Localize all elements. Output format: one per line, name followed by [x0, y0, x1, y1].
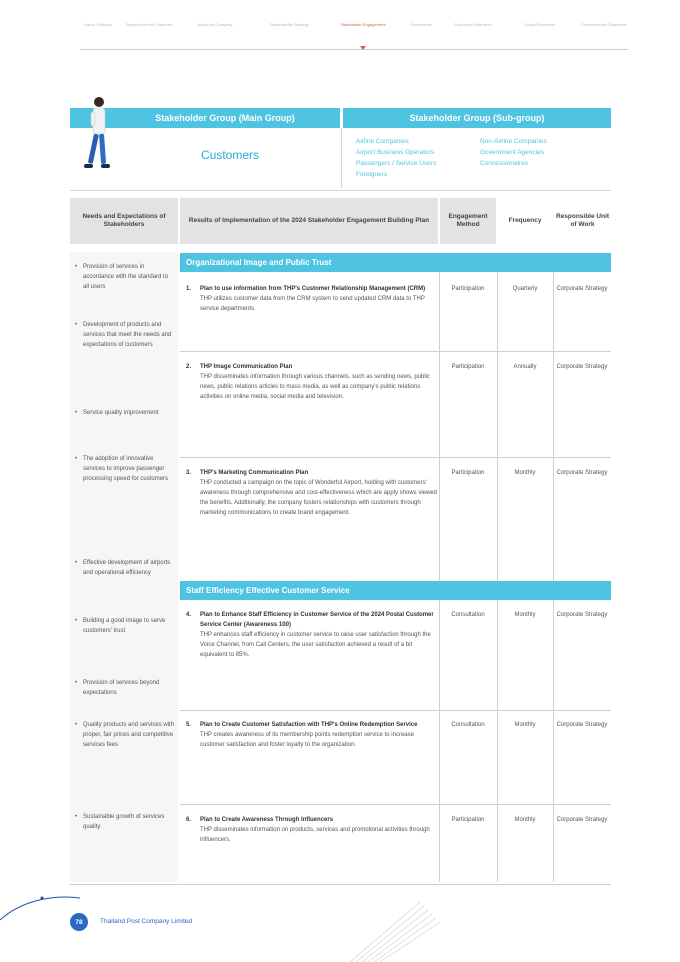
row-divider — [180, 351, 611, 352]
method-cell: Participation — [451, 364, 485, 370]
row-divider — [180, 710, 611, 711]
walking-person-illustration — [80, 94, 116, 184]
nav-divider — [80, 49, 628, 50]
col-header-unit: Responsible Unit of Work — [555, 213, 610, 228]
plan-item: 5. Plan to Create Customer Satisfaction with THP's Online Redemption Service THP creates awareness of its membership points redemption service to increase customer satisfaction and foster loyalty to the organization. — [186, 722, 418, 748]
expectation-item: • Development of products and services that meet the needs and expectations of customers — [75, 322, 172, 348]
active-tab-marker — [360, 46, 366, 50]
subgroup-item: Non-Airline Companies — [480, 138, 547, 145]
subgroup-item: Foreigners — [356, 171, 388, 178]
expectation-item: • Effective development of airports and operational efficiency — [75, 560, 171, 576]
frequency-cell: Monthly — [514, 612, 536, 618]
nav-tab-economic[interactable]: Economic Dimension — [454, 22, 492, 27]
nav-tab-about[interactable]: About the Company — [197, 22, 233, 27]
unit-cell: Corporate Strategy — [556, 470, 608, 476]
column-divider — [553, 272, 554, 882]
company-name: Thailand Post Company Limited — [100, 918, 193, 925]
section-header: Staff Efficiency Effective Customer Service — [180, 581, 611, 600]
col-header-method: Engagement Method — [440, 198, 496, 244]
row-divider — [180, 457, 611, 458]
nav-tab-governance[interactable]: Governance — [410, 22, 432, 27]
expectation-item: • The adoption of innovative services to improve passenger processing speed for customers — [75, 456, 169, 482]
plan-item: 6. Plan to Create Awareness Through Influencers THP disseminates information on products, services and promotional activities through influencers. — [186, 817, 430, 843]
method-cell: Participation — [451, 286, 485, 292]
frequency-cell: Monthly — [514, 722, 536, 728]
plan-item: 3. THP's Marketing Communication Plan THP conducted a campaign on the topic of Wonderful Airport, holding with customers' awareness through comprehensive and cost-effectiveness which are apply shows viewed the benefits. Additionally, the company fosters relationships with customers through marketing communications to create brand engagement. — [186, 470, 438, 516]
subgroup-item: Airline Companies — [356, 138, 409, 145]
subgroup-item: Airport Business Operators — [356, 149, 435, 156]
section-header: Organizational Image and Public Trust — [180, 253, 611, 272]
expectation-item: • Quality products and services with proper, fair prices and competitive services fees — [75, 722, 175, 748]
header-rule — [70, 190, 611, 191]
sub-group-header: Stakeholder Group (Sub-group) — [343, 108, 611, 128]
expectation-item: • Provision of services in accordance with the standard to all users — [75, 264, 169, 290]
subgroup-item: Passengers / Service Users — [356, 160, 437, 167]
unit-cell: Corporate Strategy — [556, 817, 608, 823]
method-cell: Participation — [451, 817, 485, 823]
subgroup-item: Government Agencies — [480, 149, 544, 156]
method-cell: Participation — [451, 470, 485, 476]
main-group-header: Stakeholder Group (Main Group) — [70, 108, 340, 128]
method-cell: Consultation — [451, 612, 485, 618]
expectation-item: • Provision of services beyond expectations — [75, 680, 160, 696]
nav-tab-stakeholder[interactable]: Stakeholder Engagement — [340, 22, 386, 27]
plan-item: 1. Plan to use information from THP's Customer Relationship Management (CRM) THP utilizes customer data from the CRM system to send updated CRM data to THP service departments. — [186, 286, 426, 312]
col-header-results: Results of Implementation of the 2024 Stakeholder Engagement Building Plan — [180, 198, 438, 244]
group-name: Customers — [200, 148, 259, 162]
plan-item: 2. THP Image Communication Plan THP disseminates information through various channels, such as sending news, public news, public relations articles to mass media, as well as company's public relations activities on online media, social media and television. — [186, 364, 431, 400]
method-cell: Consultation — [451, 722, 485, 728]
row-divider — [180, 804, 611, 805]
expectation-item: • Sustainable growth of services quality — [75, 814, 165, 830]
unit-cell: Corporate Strategy — [556, 364, 608, 370]
expectation-item: • Building a good image to serve customers' trust — [75, 618, 166, 634]
frequency-cell: Monthly — [514, 817, 536, 823]
col-header-expectations: Needs and Expectations of Stakeholders — [70, 198, 178, 244]
unit-cell: Corporate Strategy — [556, 286, 608, 292]
header-divider — [341, 128, 342, 188]
frequency-cell: Quarterly — [512, 286, 538, 292]
nav-tab-vision[interactable]: Vision / Mission — [84, 22, 112, 27]
plan-item: 4. Plan to Enhance Staff Efficiency in Customer Service of the 2024 Postal Customer Service Center (Awareness 100) THP enhances staff efficiency in customer service to raise user satisfaction through the Voice Channel, from Call Centers, the user satisfaction achieved a result of a bit equivalent to 85%. — [186, 612, 434, 658]
nav-tab-strategy[interactable]: Sustainability Strategy — [269, 22, 309, 27]
nav-tab-social[interactable]: Social Dimension — [524, 22, 556, 27]
subgroup-item: Concessionaires — [480, 160, 529, 167]
page-number: 78 — [70, 913, 88, 931]
frequency-cell: Annually — [513, 364, 537, 370]
unit-cell: Corporate Strategy — [556, 612, 608, 618]
nav-tab-chairman[interactable]: Report from the Chairman — [125, 22, 173, 27]
unit-cell: Corporate Strategy — [556, 722, 608, 728]
expectation-item: • Service quality improvement — [75, 410, 159, 416]
top-navigation — [80, 22, 628, 50]
col-header-frequency: Frequency — [508, 217, 542, 224]
nav-tab-environmental[interactable]: Environmental Dimension — [581, 22, 627, 27]
frequency-cell: Monthly — [514, 470, 536, 476]
